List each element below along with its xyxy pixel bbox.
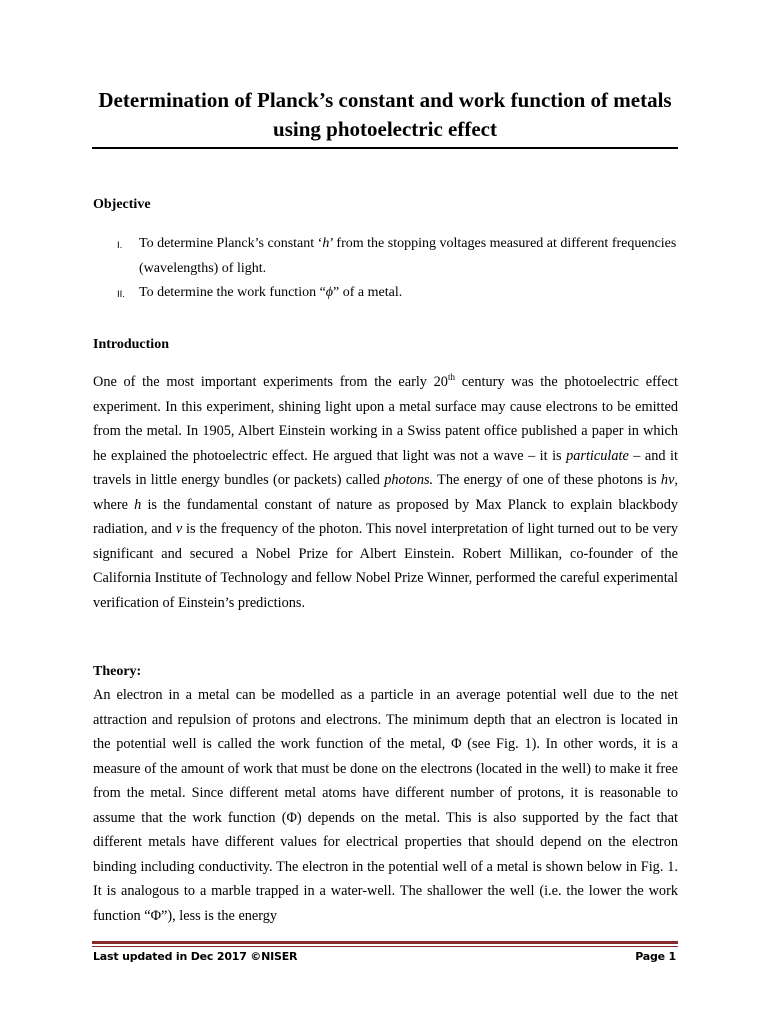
footer-divider-thin (92, 946, 678, 947)
intro-text: One of the most important experiments from the early 20 (93, 374, 448, 390)
objective-number: II. (117, 289, 125, 300)
objective-variable: h (322, 236, 330, 251)
objective-variable: ϕ (325, 285, 334, 300)
objective-text: To determine Planck’s constant ‘ (139, 236, 323, 251)
objective-list (93, 232, 678, 306)
objective-text: ” of a metal. (333, 285, 403, 300)
intro-text: century was the photoelectric effect experiment. In this experiment, shining light upon a metal surface may cause electrons to be emitted from the metal. In 1905, Albert Einstein working in a Swiss patent office published a paper in which he explained the photoelectric effect. He argued that light was not a wave – it is (93, 374, 678, 464)
objective-text: To determine the work function “ (139, 285, 326, 300)
intro-text: , where (93, 472, 678, 513)
intro-emphasis: h (134, 496, 142, 513)
intro-emphasis: particulate (566, 447, 629, 464)
intro-text: – and it travels in little energy bundles (or packets) called (93, 447, 678, 488)
page-number: Page 1 (635, 950, 676, 963)
intro-emphasis: photons. (384, 472, 434, 488)
document-title: Determination of Planck’s constant and work function of metals using photoelectric effect (98, 88, 672, 141)
intro-text: The energy of one of these photons is (433, 472, 661, 488)
objective-text: ’ from the stopping voltages measured at different frequencies (wavelengths) of light. (139, 236, 677, 276)
objective-heading: Objective (93, 197, 151, 212)
introduction-paragraph (93, 370, 678, 615)
footer-updated: Last updated in Dec 2017 ©NISER (93, 950, 298, 963)
footer-divider (92, 941, 678, 944)
introduction-heading: Introduction (93, 337, 169, 352)
intro-superscript: th (447, 372, 455, 382)
intro-text: is the frequency of the photon. This novel interpretation of light turned out to be very significant and secured a Nobel Prize for Albert Einstein. Robert Millikan, co-founder of the California Institute of Technology and fellow Nobel Prize Winner, performed the careful experimental verification of Einstein’s predictions. (93, 521, 678, 611)
theory-heading: Theory: (93, 664, 142, 679)
objective-item (93, 281, 678, 306)
theory-paragraph: An electron in a metal can be modelled as a particle in an average potential well due to the net attraction and repulsion of protons and electrons. The minimum depth that an electron is located in the potential well is called the work function of the metal, Φ (see Fig. 1). In other words, it is a measure of the amount of work that must be done on the electrons (located in the well) to make it free from the metal. Since different metal atoms have different number of protons, it is reasonable to assume that the work function (Φ) depends on the metal. This is also supported by the fact that different metals have different values for electrical properties that should depend on the electron binding including conductivity. The electron in the potential well of a metal is shown below in Fig. 1. It is analogous to a marble trapped in a water-well. The shallower the well (i.e. the lower the work function “Φ”), less is the energy (93, 687, 678, 924)
intro-emphasis: hν (660, 472, 675, 488)
objective-number: I. (117, 240, 123, 251)
objective-item (93, 232, 678, 281)
intro-emphasis: ν (175, 521, 183, 537)
title-divider (92, 147, 678, 149)
intro-text: is the fundamental constant of nature as proposed by Max Planck to explain blackbody radiation, and (93, 496, 679, 537)
